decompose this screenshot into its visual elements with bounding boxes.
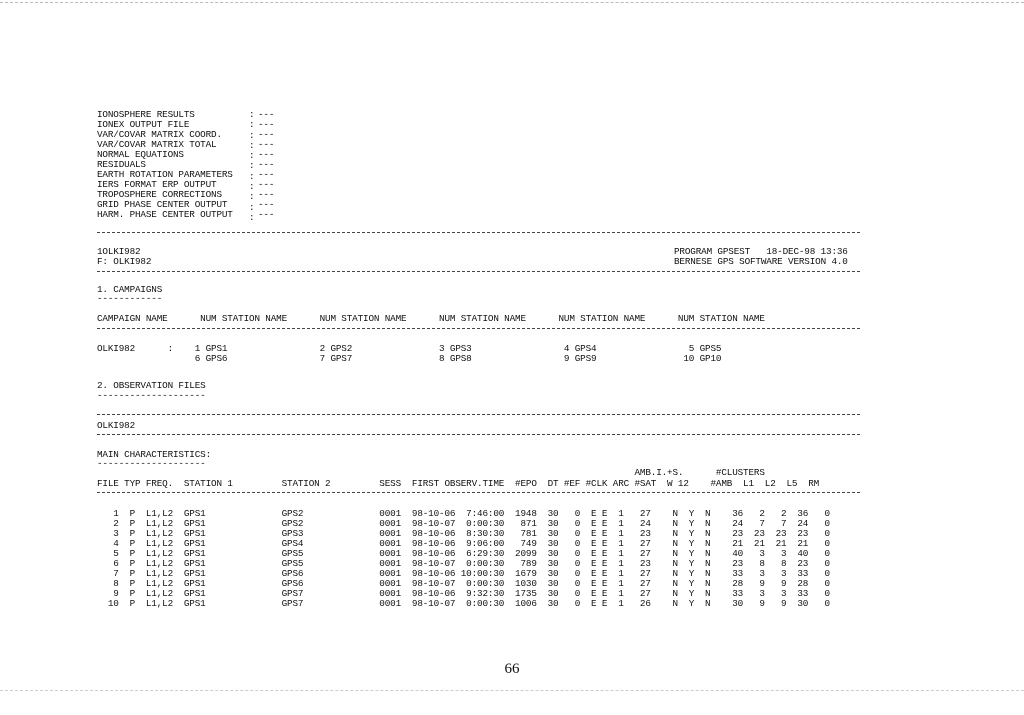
table-row: 8 P L1,L2 GPS1 GPS6 0001 98-10-07 0:00:30 1030 30 0 E E 1 27 N Y N 28 9 9 28 0: [97, 578, 830, 589]
campaigns-title: 1. CAMPAIGNS: [97, 284, 163, 295]
option-value: ---: [258, 189, 275, 200]
option-label: HARM. PHASE CENTER OUTPUT: [97, 209, 233, 220]
table-row: 5 P L1,L2 GPS1 GPS5 0001 98-10-06 6:29:30 2099 30 0 E E 1 27 N Y N 40 3 3 40 0: [97, 548, 830, 559]
table-row: 1 P L1,L2 GPS1 GPS2 0001 98-10-06 7:46:00 1948 30 0 E E 1 27 N Y N 36 2 2 36 0: [97, 508, 830, 519]
header-run-id: 1OLKI982: [97, 246, 141, 257]
divider: [97, 492, 860, 493]
divider: [97, 434, 860, 435]
option-value: ---: [258, 209, 275, 220]
option-label: RESIDUALS: [97, 159, 146, 170]
header-version: BERNESE GPS SOFTWARE VERSION 4.0: [674, 256, 848, 267]
table-row: 9 P L1,L2 GPS1 GPS7 0001 98-10-06 9:32:30 1735 30 0 E E 1 27 N Y N 33 3 3 33 0: [97, 588, 830, 599]
main-characteristics-underline: --------------------: [97, 458, 206, 469]
table-header: FILE TYP FREQ. STATION 1 STATION 2 SESS FIRST OBSERV.TIME #EPO DT #EF #CLK ARC #SAT W 12 #AMB L1 L2 L5 RM: [97, 478, 820, 489]
option-value: ---: [258, 109, 275, 120]
option-label: IONOSPHERE RESULTS: [97, 109, 195, 120]
table-row: 7 P L1,L2 GPS1 GPS6 0001 98-10-06 10:00:30 1679 30 0 E E 1 27 N Y N 33 3 3 33 0: [97, 568, 830, 579]
option-value: ---: [258, 169, 275, 180]
option-label: VAR/COVAR MATRIX COORD.: [97, 129, 222, 140]
option-colons: : : : : : : : : : : :: [249, 109, 255, 223]
option-value: ---: [258, 139, 275, 150]
option-value: ---: [258, 159, 275, 170]
table-header-top: AMB.I.+S. #CLUSTERS: [97, 467, 765, 478]
option-label: TROPOSPHERE CORRECTIONS: [97, 189, 222, 200]
divider: [97, 328, 860, 329]
option-value: ---: [258, 179, 275, 190]
observation-files-underline: --------------------: [97, 390, 206, 401]
main-characteristics-title: MAIN CHARACTERISTICS:: [97, 449, 212, 460]
campaigns-underline: ------------: [97, 293, 163, 304]
table-row: 2 P L1,L2 GPS1 GPS2 0001 98-10-07 0:00:30 871 30 0 E E 1 24 N Y N 24 7 7 24 0: [97, 518, 830, 529]
option-label: VAR/COVAR MATRIX TOTAL: [97, 139, 217, 150]
option-value: ---: [258, 199, 275, 210]
option-value: ---: [258, 119, 275, 130]
divider: [97, 414, 860, 415]
divider: [97, 271, 860, 272]
observation-campaign: OLKI982: [97, 420, 136, 431]
table-row: 3 P L1,L2 GPS1 GPS3 0001 98-10-06 8:30:30 781 30 0 E E 1 23 N Y N 23 23 23 23 0: [97, 528, 830, 539]
table-row: 6 P L1,L2 GPS1 GPS5 0001 98-10-07 0:00:30 789 30 0 E E 1 23 N Y N 23 8 8 23 0: [97, 558, 830, 569]
header-file-id: F: OLKI982: [97, 256, 152, 267]
option-label: NORMAL EQUATIONS: [97, 149, 184, 160]
campaigns-header: CAMPAIGN NAME NUM STATION NAME NUM STATION NAME NUM STATION NAME NUM STATION NAME NUM STATION NAME: [97, 313, 765, 324]
option-label: EARTH ROTATION PARAMETERS: [97, 169, 233, 180]
option-value: ---: [258, 149, 275, 160]
table-row: 4 P L1,L2 GPS1 GPS4 0001 98-10-06 9:06:00 749 30 0 E E 1 27 N Y N 21 21 21 21 0: [97, 538, 830, 549]
scan-edge-bottom: [0, 690, 1024, 691]
scan-edge-top: [0, 2, 1024, 3]
page-number: 66: [504, 661, 520, 677]
option-label: GRID PHASE CENTER OUTPUT: [97, 199, 228, 210]
option-label: IERS FORMAT ERP OUTPUT: [97, 179, 217, 190]
campaigns-row: 6 GPS6 7 GPS7 8 GPS8 9 GPS9 10 GP10: [97, 353, 722, 364]
header-program: PROGRAM GPSEST 18-DEC-98 13:36: [674, 246, 848, 257]
option-label: IONEX OUTPUT FILE: [97, 119, 190, 130]
table-row: 10 P L1,L2 GPS1 GPS7 0001 98-10-07 0:00:30 1006 30 0 E E 1 26 N Y N 30 9 9 30 0: [97, 598, 830, 609]
divider: [97, 232, 860, 233]
observation-files-title: 2. OBSERVATION FILES: [97, 380, 206, 391]
campaigns-row: OLKI982 : 1 GPS1 2 GPS2 3 GPS3 4 GPS4 5 GPS5: [97, 343, 722, 354]
option-value: ---: [258, 129, 275, 140]
